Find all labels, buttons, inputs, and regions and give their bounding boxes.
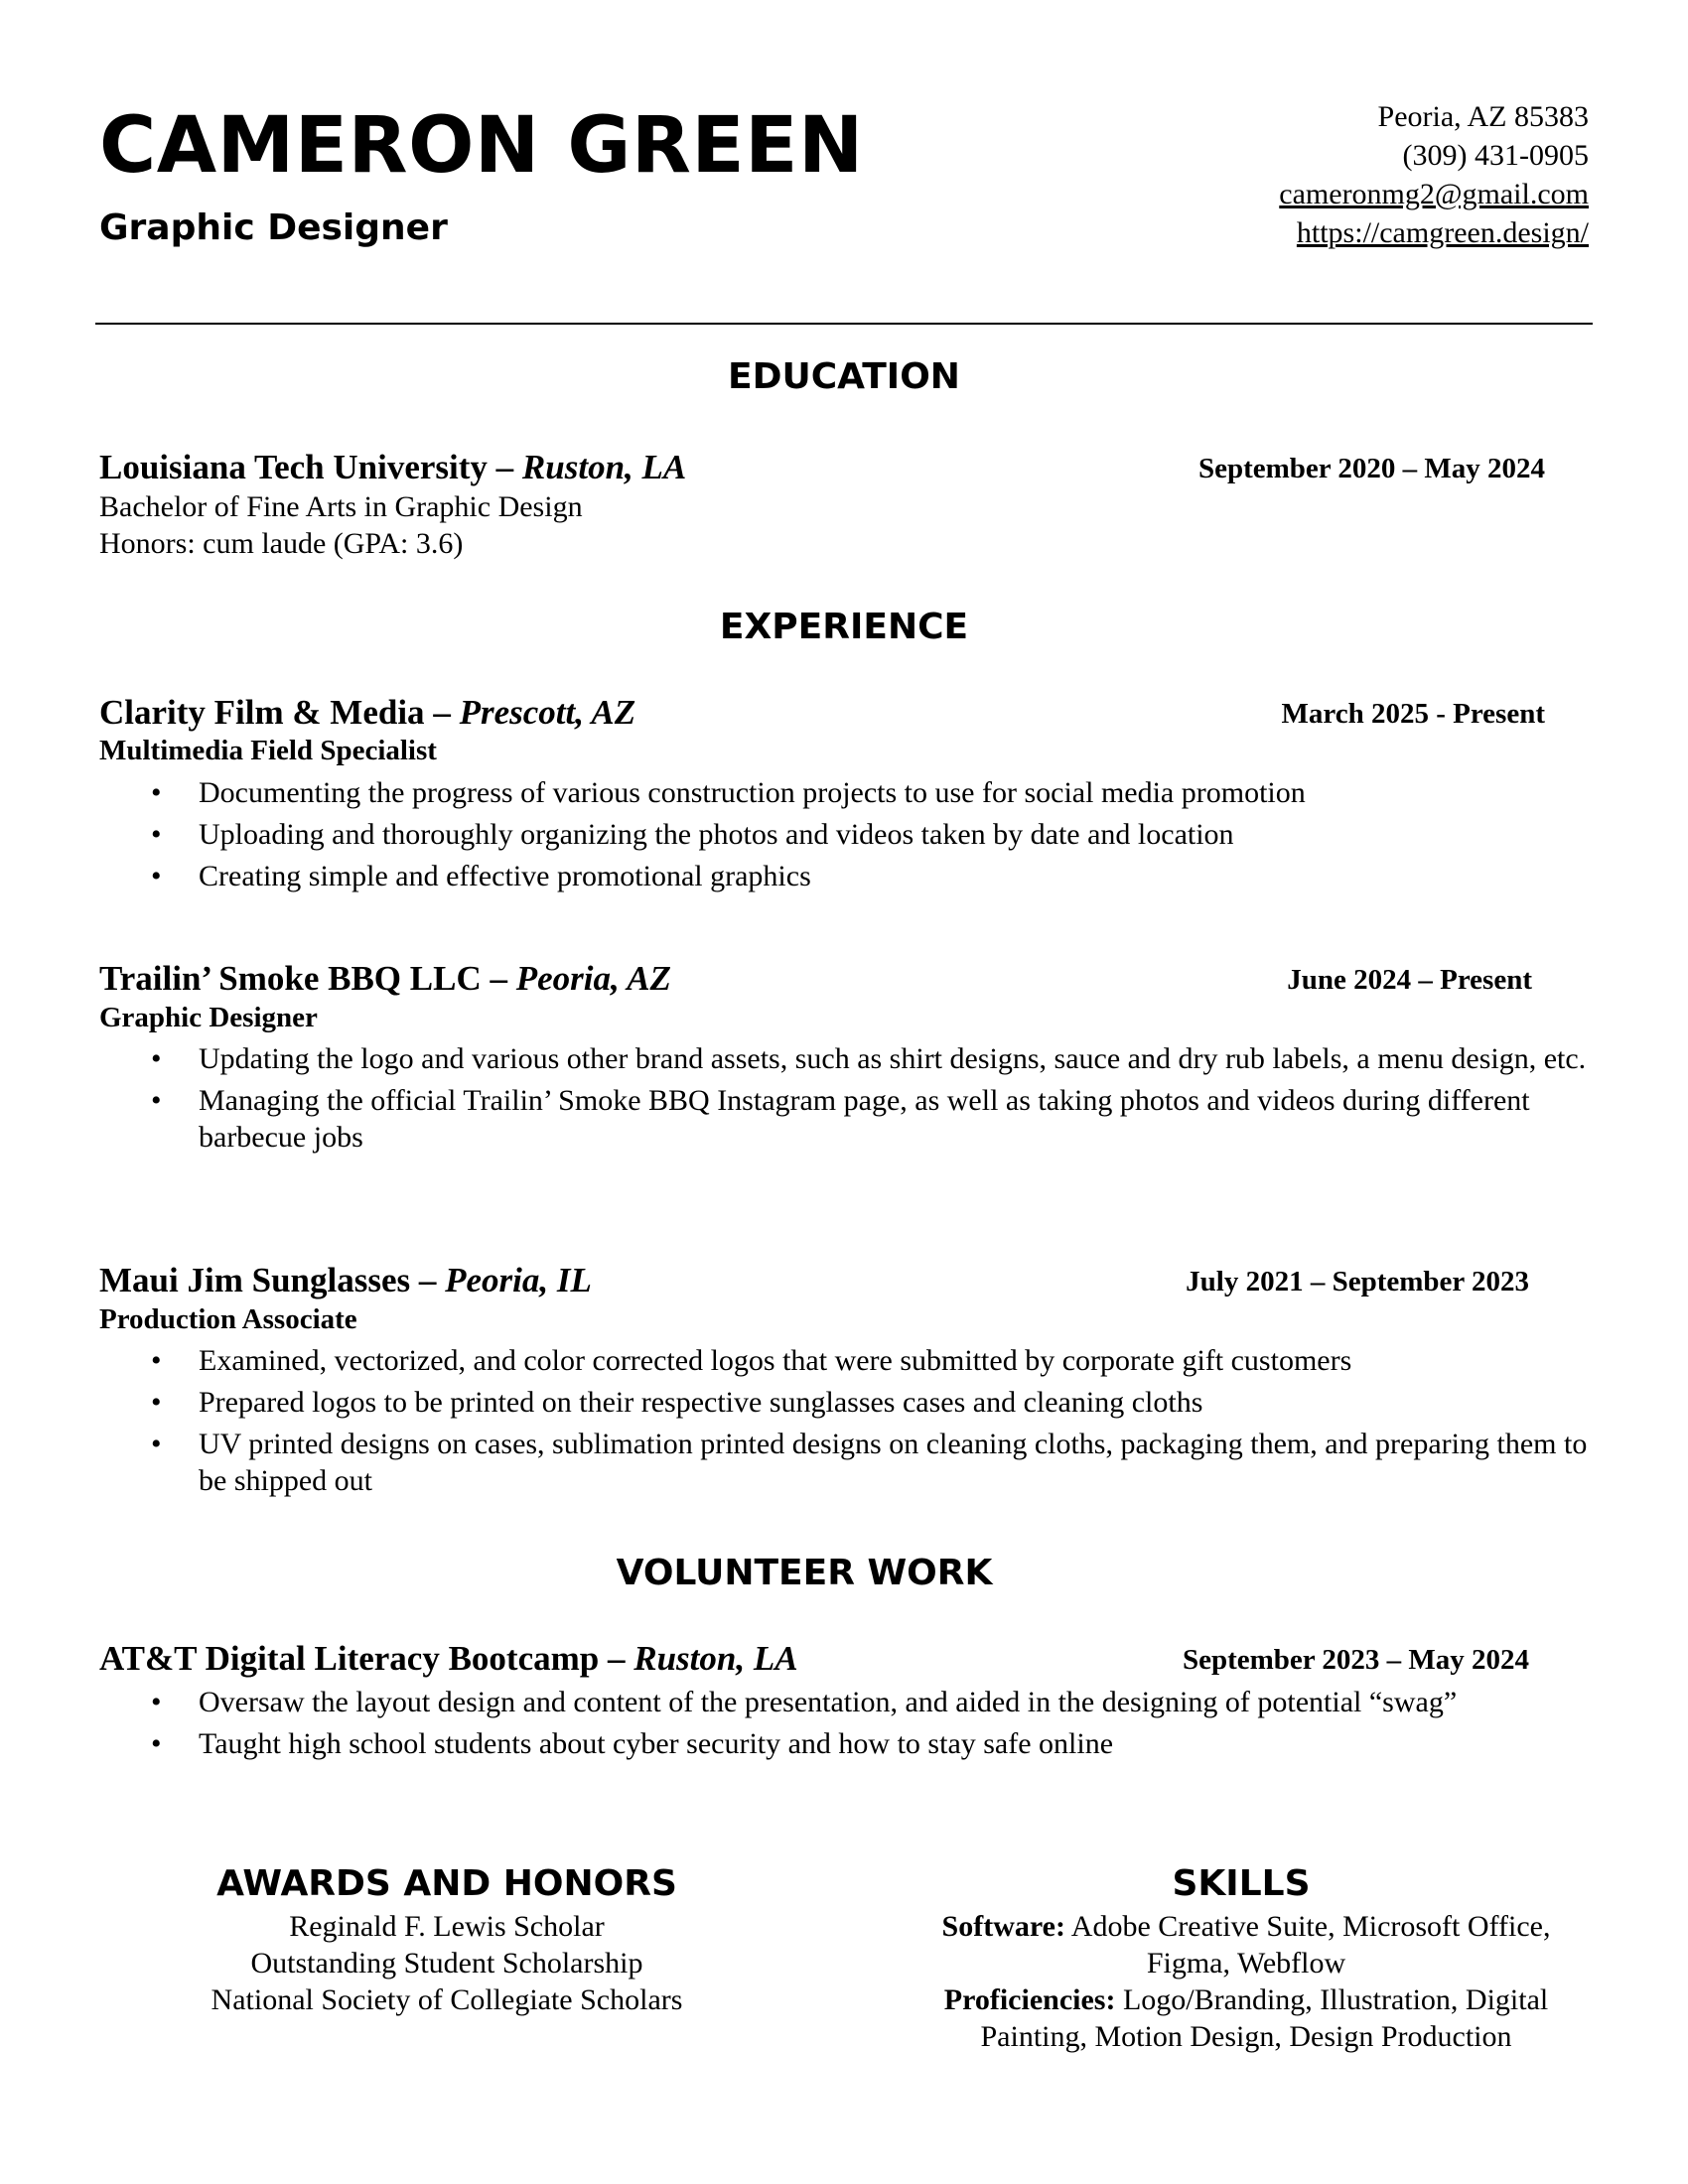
- job-role: Production Associate: [99, 1303, 357, 1335]
- volunteer-bullet-list: [99, 1684, 1599, 1767]
- skills-proficiencies-label: Proficiencies:: [943, 1983, 1116, 2016]
- skills-block: [904, 1908, 1589, 2055]
- job-location: Peoria, AZ: [515, 959, 671, 998]
- education-entry-title: Louisiana Tech University – Ruston, LA: [99, 448, 687, 486]
- contact-email-link[interactable]: cameronmg2@gmail.com: [1279, 178, 1589, 210]
- award-item: Outstanding Student Scholarship: [250, 1947, 643, 1979]
- job-role: Graphic Designer: [99, 1002, 318, 1033]
- award-item: Reginald F. Lewis Scholar: [289, 1910, 605, 1943]
- applicant-name: CAMERON GREEN: [99, 101, 864, 191]
- job-title-line: Clarity Film & Media – Prescott, AZ: [99, 693, 636, 732]
- job-bullet-list: [99, 1342, 1599, 1504]
- skills-proficiencies: [904, 1981, 1589, 2055]
- list-item: • Managing the official Trailin’ Smoke BBQ Instagram page, as well as taking photos and videos during different barbecue jobs: [99, 1082, 1599, 1156]
- job-dates: July 2021 – September 2023: [1186, 1266, 1529, 1297]
- skills-software-text: Adobe Creative Suite, Microsoft Office, Figma, Webflow: [1064, 1910, 1551, 1979]
- volunteer-location: Ruston, LA: [633, 1639, 798, 1678]
- applicant-title: Graphic Designer: [99, 207, 448, 248]
- contact-location: Peoria, AZ 85383: [1377, 100, 1589, 133]
- job-role: Multimedia Field Specialist: [99, 735, 437, 766]
- education-dates: September 2020 – May 2024: [1197, 453, 1545, 484]
- list-item: • Taught high school students about cyber security and how to stay safe online: [99, 1725, 1599, 1762]
- job-location: Prescott, AZ: [459, 693, 636, 732]
- contact-phone: (309) 431-0905: [1402, 139, 1589, 172]
- header-divider: [95, 323, 1593, 325]
- education-degree: Bachelor of Fine Arts in Graphic Design: [99, 490, 583, 523]
- job-title-line: Trailin’ Smoke BBQ LLC – Peoria, AZ: [99, 959, 671, 998]
- list-item: • Oversaw the layout design and content of the presentation, and aided in the designing of potential “swag”: [99, 1684, 1599, 1720]
- awards-list: [99, 1908, 794, 2018]
- contact-block: [1279, 97, 1589, 252]
- list-item: • Updating the logo and various other brand assets, such as shirt designs, sauce and dry rub labels, a menu design, etc.: [99, 1040, 1599, 1077]
- job-bullet-list: [99, 774, 1599, 899]
- list-item: • UV printed designs on cases, sublimation printed designs on cleaning cloths, packaging them, and preparing them to be shipped out: [99, 1426, 1599, 1499]
- volunteer-heading: VOLUNTEER WORK: [616, 1553, 993, 1593]
- award-item: National Society of Collegiate Scholars: [211, 1983, 683, 2016]
- education-honors: Honors: cum laude (GPA: 3.6): [99, 527, 464, 560]
- job-dates: June 2024 – Present: [1287, 964, 1532, 996]
- school-name: Louisiana Tech University: [99, 448, 488, 486]
- list-item: • Uploading and thoroughly organizing the photos and videos taken by date and location: [99, 816, 1599, 853]
- volunteer-dates: September 2023 – May 2024: [1182, 1644, 1529, 1676]
- list-item: • Documenting the progress of various construction projects to use for social media promotion: [99, 774, 1599, 811]
- list-item: • Creating simple and effective promotional graphics: [99, 858, 1599, 894]
- job-company: Trailin’ Smoke BBQ LLC: [99, 959, 482, 998]
- job-company: Clarity Film & Media: [99, 693, 425, 732]
- volunteer-org: AT&T Digital Literacy Bootcamp: [99, 1639, 600, 1678]
- job-title-line: Maui Jim Sunglasses – Peoria, IL: [99, 1261, 592, 1299]
- job-company: Maui Jim Sunglasses: [99, 1261, 411, 1299]
- skills-software: [904, 1908, 1589, 1981]
- skills-software-label: Software:: [941, 1910, 1065, 1943]
- list-item: • Prepared logos to be printed on their respective sunglasses cases and cleaning cloths: [99, 1384, 1599, 1421]
- skills-heading: SKILLS: [1172, 1863, 1311, 1904]
- job-location: Peoria, IL: [445, 1261, 592, 1299]
- skills-proficiencies-text: Logo/Branding, Illustration, Digital Painting, Motion Design, Design Production: [980, 1983, 1549, 2053]
- experience-heading: EXPERIENCE: [719, 607, 969, 647]
- volunteer-title-line: AT&T Digital Literacy Bootcamp – Ruston, LA: [99, 1639, 798, 1678]
- job-bullet-list: [99, 1040, 1599, 1160]
- job-dates: March 2025 - Present: [1281, 698, 1545, 730]
- education-heading: EDUCATION: [728, 356, 960, 397]
- school-location: Ruston, LA: [521, 448, 687, 486]
- list-item: • Examined, vectorized, and color corrected logos that were submitted by corporate gift customers: [99, 1342, 1599, 1379]
- awards-heading: AWARDS AND HONORS: [216, 1863, 677, 1904]
- contact-website-link[interactable]: https://camgreen.design/: [1296, 216, 1589, 249]
